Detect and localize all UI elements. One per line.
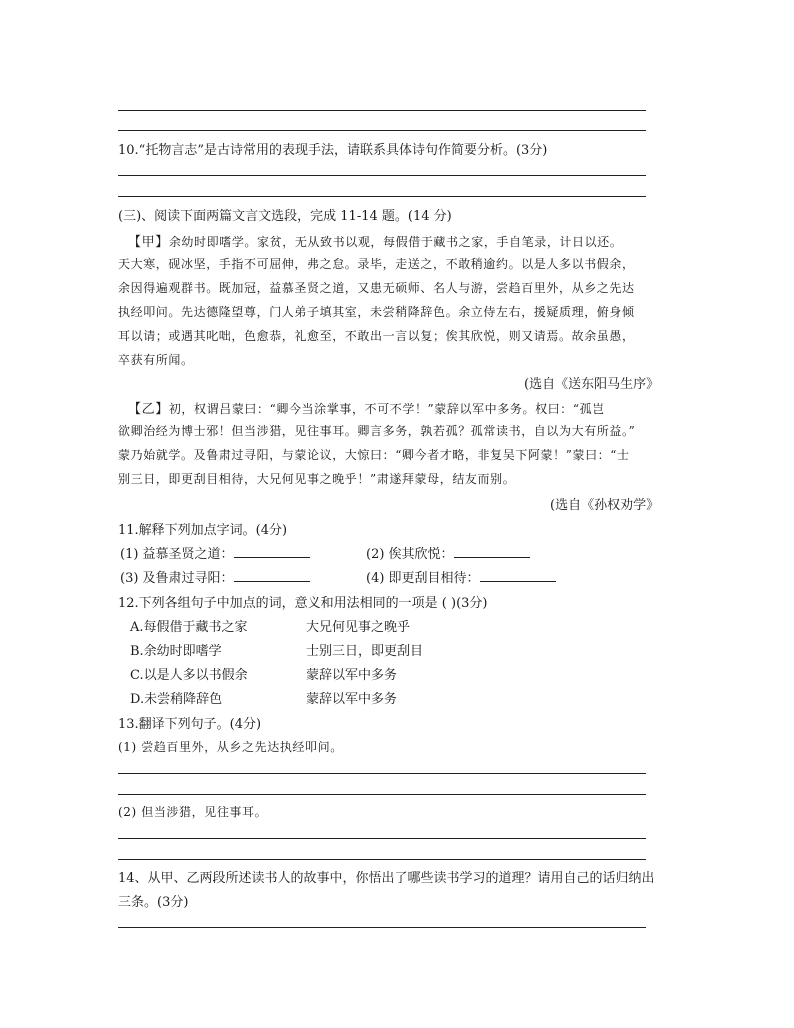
answer-line	[118, 773, 646, 774]
passage-jia-source: (选自《送东阳马生序》	[524, 377, 660, 392]
answer-line	[118, 838, 646, 839]
passage-jia-line: 天大寒，砚冰坚，手指不可屈伸，弗之怠。录毕，走送之，不敢稍逾约。以是人多以书假余，	[118, 257, 635, 271]
answer-line	[118, 859, 646, 860]
passage-yi-line: 别三日，即更刮目相待，大兄何见事之晚乎！”肃遂拜蒙母，结友而别。	[118, 472, 516, 486]
answer-line	[118, 175, 646, 176]
passage-jia-tag: 【甲】	[128, 235, 169, 250]
answer-line	[118, 927, 646, 928]
passage-yi-line: 【乙】初，权谓吕蒙曰：“卿今当涂掌事，不可不学！”蒙辞以军中多务。权曰：“孤岂	[128, 402, 605, 417]
option-d-right: 蒙辞以军中多务	[306, 692, 398, 707]
passage-yi-line: 蒙乃始就学。及鲁肃过寻阳，与蒙论议，大惊曰：“卿今者才略，非复吴下阿蒙！”蒙曰：“士	[118, 448, 630, 462]
question-11-title: 11.解释下列加点字词。(4分)	[118, 523, 288, 538]
passage-jia-line: 耳以请；或遇其叱咄，色愈恭，礼愈至，不敢出一言以复；俟其欣悦，则又请焉。故余虽愚，	[118, 329, 635, 343]
question-13-item: (2) 但当涉猎，见往事耳。	[118, 805, 268, 819]
answer-line	[118, 130, 646, 131]
question-14-line: 14、从甲、乙两段所述读书人的故事中，你悟出了哪些读书学习的道理？请用自己的话归纳出	[118, 871, 655, 886]
option-a-left: A.每假借于藏书之家	[130, 620, 248, 635]
question-12-title: 12.下列各组句子中加点的词，意义和用法相同的一项是 ( )(3分)	[118, 596, 488, 611]
passage-yi-line: 欲卿治经为博士邪！但当涉猎，见往事耳。卿言多务，孰若孤？孤常读书，自以为大有所益。”	[118, 424, 636, 438]
option-d-left: D.未尝稍降辞色	[130, 692, 223, 707]
question-13-item: (1) 尝趋百里外，从乡之先达执经叩问。	[118, 740, 343, 754]
option-b-left: B.余幼时即嗜学	[130, 644, 222, 659]
section-heading: (三)、阅读下面两篇文言文选段，完成 11-14 题。(14 分)	[118, 209, 452, 224]
option-c-right: 蒙辞以军中多务	[306, 668, 398, 683]
option-b-right: 士别三日，即更刮目	[306, 644, 424, 659]
answer-line	[118, 794, 646, 795]
question-11-item: (1) 益慕圣贤之道：	[120, 543, 310, 562]
passage-yi-tag: 【乙】	[128, 402, 169, 417]
question-11-item: (2) 俟其欣悦：	[366, 543, 530, 562]
passage-yi-source: (选自《孙权劝学》	[550, 498, 660, 513]
passage-jia-line: 执经叩问。先达德隆望尊，门人弟子填其室，未尝稍降辞色。余立侍左右，援疑质理，俯身倾	[118, 305, 635, 319]
question-14-line: 三条。(3分)	[118, 895, 189, 910]
passage-jia-line: 余因得遍观群书。既加冠，益慕圣贤之道，又患无硕师、名人与游，尝趋百里外，从乡之先达	[118, 281, 635, 295]
question-11-item: (3) 及鲁肃过寻阳：	[120, 567, 310, 586]
passage-jia-line: 卒获有所闻。	[118, 353, 194, 367]
answer-line	[118, 110, 646, 111]
answer-line	[118, 196, 646, 197]
question-11-item: (4) 即更刮目相待：	[366, 567, 556, 586]
option-a-right: 大兄何见事之晚乎	[306, 620, 411, 635]
question-10: 10.“托物言志”是古诗常用的表现手法，请联系具体诗句作简要分析。(3分)	[118, 143, 548, 158]
question-13-title: 13.翻译下列句子。(4分)	[118, 717, 262, 732]
passage-jia-line: 【甲】余幼时即嗜学。家贫，无从致书以观，每假借于藏书之家，手自笔录，计日以还。	[128, 235, 623, 250]
option-c-left: C.以是人多以书假余	[130, 668, 248, 683]
